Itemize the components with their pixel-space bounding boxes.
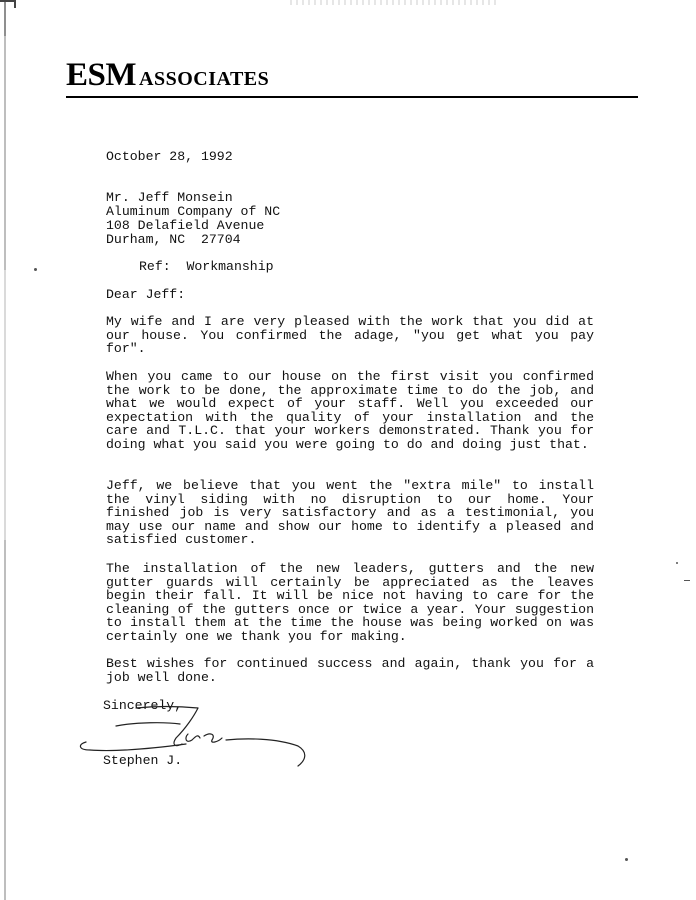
scan-edge-mark (4, 0, 6, 900)
recipient-street: 108 Delafield Avenue (106, 218, 265, 233)
signer-name: Stephen J. (103, 753, 183, 768)
recipient-company: Aluminum Company of NC (106, 204, 281, 219)
body-paragraph: Jeff, we believe that you went the "extra mile" to install the vinyl siding with no disruption to our home. Your finished job is very satisfactory and as a testimonial, you may use our name and show our home to identify a pleased and satisfied customer. (106, 478, 594, 548)
body-paragraph: Best wishes for continued success and again, thank you for a job well done. (106, 656, 594, 685)
closing: Sincerely, (103, 698, 183, 713)
scan-noise (290, 0, 500, 5)
letterhead-esm: ESM (66, 57, 137, 93)
salutation: Dear Jeff: (106, 287, 186, 302)
body-paragraph: My wife and I are very pleased with the work that you did at our house. You confirmed the adage, "you get what you pay for". (106, 314, 594, 357)
body-paragraph: The installation of the new leaders, gutters and the new gutter guards will certainly be appreciated as the leaves begin their fall. It will be nice not having to care for the cleaning of the gutters once or twice a year. Your suggestion to install them at the time the house was being worked on was certainly one we thank you for making. (106, 561, 594, 644)
recipient-city: Durham, NC 27704 (106, 232, 241, 247)
company-name (66, 57, 269, 94)
body-paragraph: When you came to our house on the first visit you confirmed the work to be done, the approximate time to do the job, and what we would expect of your staff. Well you exceeded our expectation with the quality of your installation and the care and T.L.C. that your workers demonstrated. Thank you for doing what you said you were going to do and doing just that. (106, 369, 594, 452)
letter-date: October 28, 1992 (106, 149, 233, 164)
scan-speck (684, 580, 690, 581)
recipient-name: Mr. Jeff Monsein (106, 190, 233, 205)
scan-speck (625, 858, 628, 861)
scan-speck (34, 268, 37, 271)
letterhead-rule (66, 96, 638, 98)
letterhead-associates: ASSOCIATES (139, 68, 270, 90)
reference-line: Ref: Workmanship (139, 259, 274, 274)
scan-corner-mark (0, 0, 16, 8)
letterhead (66, 57, 638, 98)
scan-speck (676, 562, 678, 564)
